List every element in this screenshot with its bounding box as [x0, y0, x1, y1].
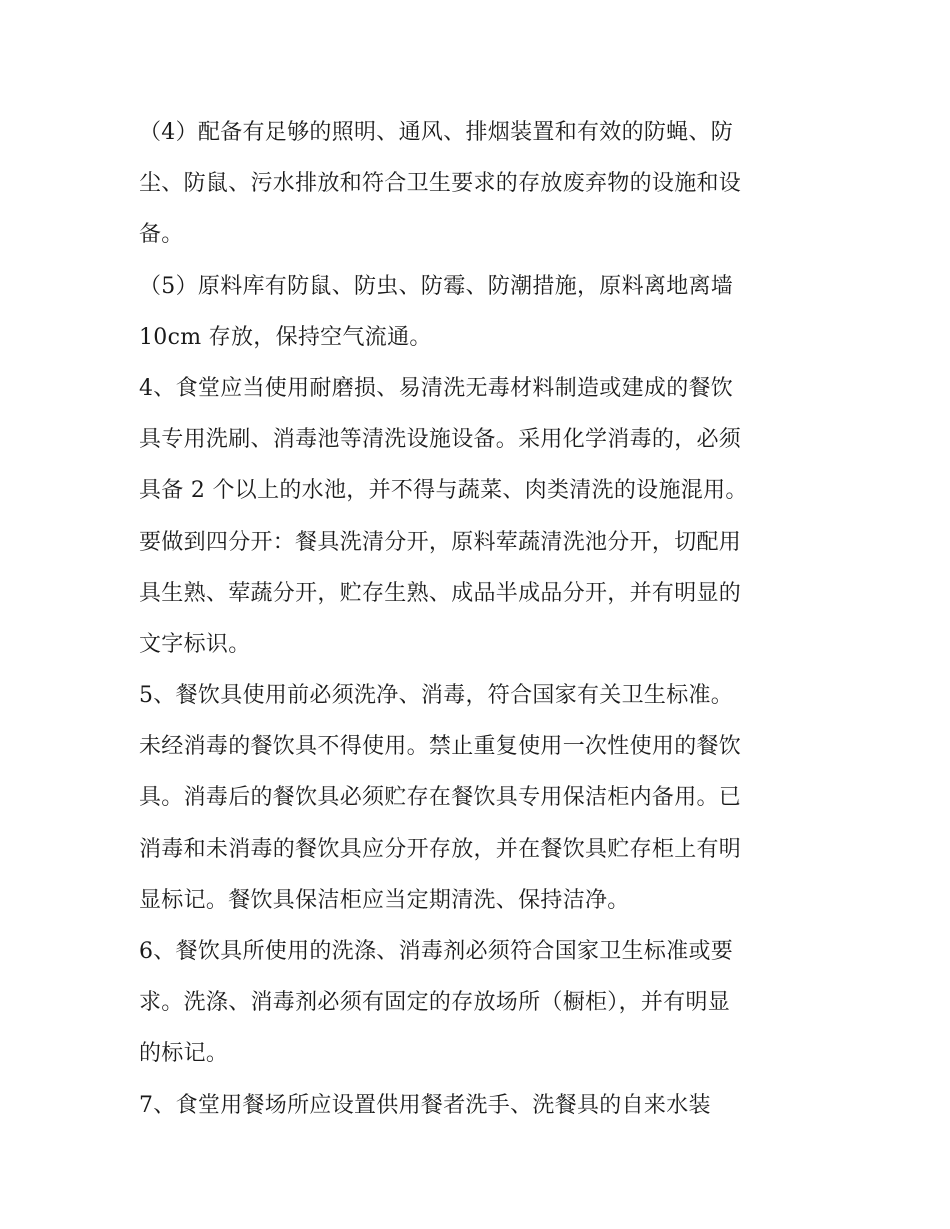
text-line: 4、食堂应当使用耐磨损、易清洗无毒材料制造或建成的餐饮	[139, 375, 734, 401]
text-line: （5）原料库有防鼠、防虫、防霉、防潮措施，原料离地离墙	[139, 273, 734, 299]
text-line: 消毒和未消毒的餐饮具应分开存放，并在餐饮具贮存柜上有明	[139, 836, 742, 862]
text-line: 具生熟、荤蔬分开，贮存生熟、成品半成品分开，并有明显的	[139, 580, 742, 606]
text-line: 未经消毒的餐饮具不得使用。禁止重复使用一次性使用的餐饮	[139, 734, 742, 760]
text-line: 的标记。	[139, 1041, 229, 1067]
text-line: 6、餐饮具所使用的洗涤、消毒剂必须符合国家卫生标准或要	[139, 939, 734, 964]
text-line: 10cm 存放，保持空气流通。	[139, 324, 432, 350]
text-line: 5、餐饮具使用前必须洗净、消毒，符合国家有关卫生标准。	[139, 683, 734, 709]
text-line: 具备 2 个以上的水池，并不得与蔬菜、肉类清洗的设施混用。	[139, 478, 748, 504]
text-line: 要做到四分开：餐具洗清分开，原料荤蔬清洗池分开，切配用	[139, 529, 742, 555]
text-line: 显标记。餐饮具保洁柜应当定期清洗、保持洁净。	[139, 887, 630, 913]
text-line: 尘、防鼠、污水排放和符合卫生要求的存放废弃物的设施和设	[139, 171, 742, 197]
text-line: 7、食堂用餐场所应设置供用餐者洗手、洗餐具的自来水装	[139, 1092, 711, 1118]
text-line: （4）配备有足够的照明、通风、排烟装置和有效的防蝇、防	[139, 120, 734, 145]
text-line: 备。	[139, 222, 184, 248]
text-line: 具。消毒后的餐饮具必须贮存在餐饮具专用保洁柜内备用。已	[139, 785, 742, 811]
body-text	[139, 107, 819, 1131]
text-line: 文字标识。	[139, 631, 251, 657]
text-line: 求。洗涤、消毒剂必须有固定的存放场所（橱柜），并有明显	[139, 990, 731, 1016]
text-line: 具专用洗刷、消毒池等清洗设施设备。采用化学消毒的，必须	[139, 427, 742, 453]
